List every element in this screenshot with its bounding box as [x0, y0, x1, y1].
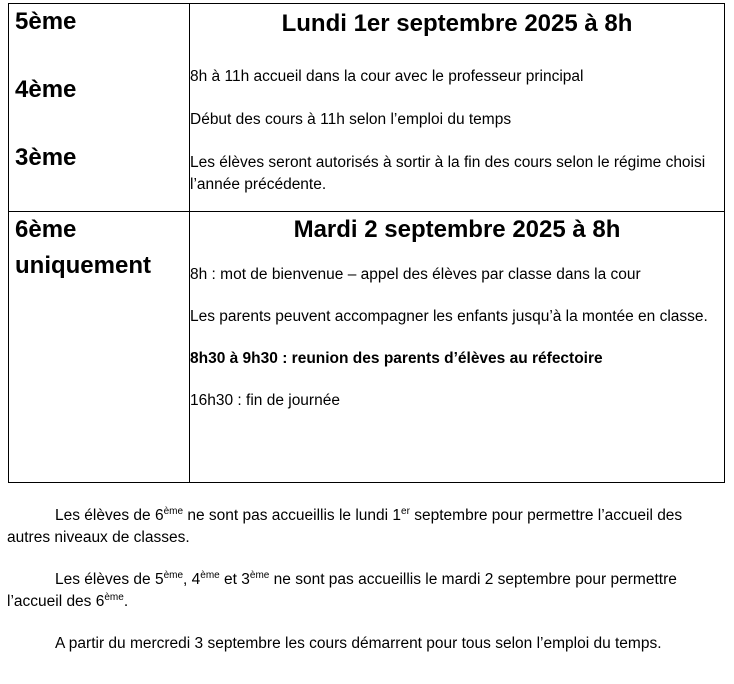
level-cell-5-4-3	[9, 4, 190, 212]
line-fin-journee: 16h30 : fin de journée	[190, 392, 340, 409]
day-cell-lundi	[190, 4, 725, 212]
note-6eme-absent-lundi: Les élèves de 6ème ne sont pas accueillis le lundi 1er septembre pour permettre l’accueil des autres niveaux de classes.	[7, 505, 683, 546]
line-sortie-regime: Les élèves seront autorisés à sortir à la fin des cours selon le régime choisi l’année précédente.	[190, 154, 706, 193]
day-cell-mardi	[190, 212, 725, 483]
line-reunion-parents: 8h30 à 9h30 : reunion des parents d’élèves au réfectoire	[190, 350, 603, 367]
level-uniquement: uniquement	[15, 252, 151, 279]
level-4eme: 4ème	[15, 76, 77, 103]
note-mercredi-tous: A partir du mercredi 3 septembre les cours démarrent pour tous selon l’emploi du temps.	[55, 635, 662, 652]
schedule-row-lundi	[9, 4, 725, 212]
note-autres-absents-mardi: Les élèves de 5ème, 4ème et 3ème ne sont pas accueillis le mardi 2 septembre pour permettre l’accueil des 6ème.	[7, 569, 677, 610]
level-3eme: 3ème	[15, 144, 77, 171]
line-parents-accompagner: Les parents peuvent accompagner les enfants jusqu’à la montée en classe.	[190, 308, 708, 325]
level-6eme: 6ème	[15, 216, 77, 243]
heading-lundi: Lundi 1er septembre 2025 à 8h	[281, 10, 633, 37]
schedule-row-mardi	[9, 212, 725, 483]
level-5eme: 5ème	[15, 8, 77, 35]
heading-mardi: Mardi 2 septembre 2025 à 8h	[293, 216, 621, 243]
line-bienvenue: 8h : mot de bienvenue – appel des élèves par classe dans la cour	[190, 266, 641, 283]
schedule-table	[8, 3, 725, 483]
line-accueil-cour: 8h à 11h accueil dans la cour avec le professeur principal	[190, 68, 584, 85]
level-cell-6	[9, 212, 190, 483]
line-debut-cours: Début des cours à 11h selon l’emploi du temps	[190, 111, 512, 128]
